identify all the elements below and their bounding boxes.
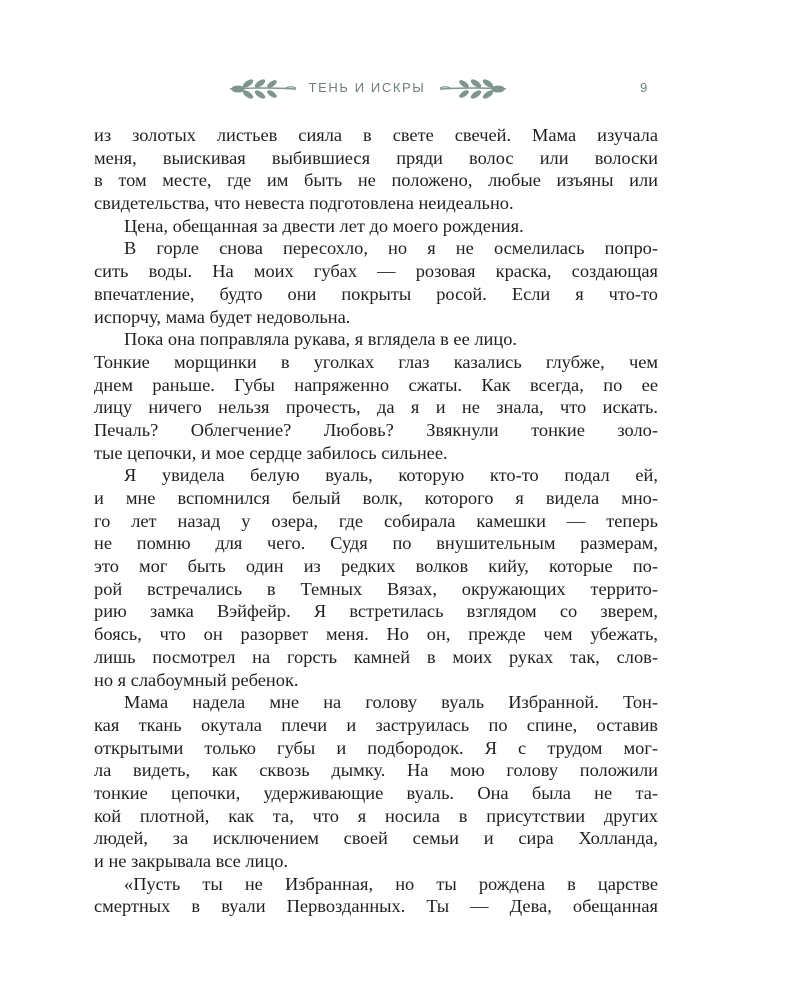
text-line: го лет назад у озера, где собирала камешки — теперь xyxy=(94,510,658,531)
text-line: днем раньше. Губы напряженно сжаты. Как всегда, по ее xyxy=(94,374,658,395)
text-line: из золотых листьев сияла в свете свечей. Мама изучала xyxy=(94,125,658,145)
text-line: испорчу, мама будет недовольна. xyxy=(94,306,351,327)
text-line: Мама надела мне на голову вуаль Избранной. Тон- xyxy=(124,692,658,713)
text-line: смертных в вуали Первозданных. Ты — Дева, обещанная xyxy=(94,896,658,917)
text-line: В горле снова пересохло, но я не осмелилась попро- xyxy=(124,238,658,259)
page-number: 9 xyxy=(640,80,648,95)
text-line: в том месте, где им быть не положено, любые изъяны или xyxy=(94,170,658,191)
body-text xyxy=(94,124,658,918)
text-line: кой плотной, как та, что я носила в присутствии других xyxy=(94,805,658,826)
text-line: «Пусть ты не Избранная, но ты рождена в царстве xyxy=(124,873,658,894)
text-line: свидетельства, что невеста подготовлена неидеально. xyxy=(94,193,514,214)
text-line: лицу ничего нельзя прочесть, да я и не знала, что искать. xyxy=(94,397,658,418)
text-line: кая ткань окутала плечи и заструилась по спине, оставив xyxy=(94,714,658,735)
text-line: Пока она поправляла рукава, я вглядела в ее лицо. xyxy=(124,329,518,350)
text-line: но я слабоумный ребенок. xyxy=(94,669,299,690)
running-head xyxy=(0,76,800,104)
text-line: впечатление, будто они покрыты росой. Если я что-то xyxy=(94,283,658,304)
text-line: тые цепочки, и мое сердце забилось сильнее. xyxy=(94,442,448,463)
text-line: рой встречались в Темных Вязах, окружающих террито- xyxy=(94,578,658,599)
text-line: и не закрывала все лицо. xyxy=(94,851,289,871)
text-line: боясь, что он разорвет меня. Но он, прежде чем убежать, xyxy=(94,624,658,645)
text-line: людей, за исключением своей семьи и сира Холланда, xyxy=(94,828,658,849)
text-line: не помню для чего. Судя по внушительным размерам, xyxy=(94,533,658,554)
text-line: меня, выискивая выбившиеся пряди волос или волоски xyxy=(94,147,658,168)
text-line: лишь посмотрел на горсть камней в моих руках так, слов- xyxy=(94,646,658,667)
book-title: ТЕНЬ И ИСКРЫ xyxy=(308,80,426,95)
text-line: это мог быть один из редких волков кийу, которые по- xyxy=(94,556,658,577)
text-line: и мне вспомнился белый волк, которого я видела мно- xyxy=(94,488,658,508)
text-line: Печаль? Облегчение? Любовь? Звякнули тонкие золо- xyxy=(94,419,658,440)
text-line: открытыми только губы и подбородок. Я с трудом мог- xyxy=(94,737,658,758)
text-line: тонкие цепочки, удерживающие вуаль. Она была не та- xyxy=(94,782,658,803)
text-line: Тонкие морщинки в уголках глаз казались глубже, чем xyxy=(94,351,658,372)
text-line: рию замка Вэйфейр. Я встретилась взглядом со зверем, xyxy=(94,601,658,622)
text-line: ла видеть, как сквозь дымку. На мою голову положили xyxy=(94,760,658,781)
text-line: Я увидела белую вуаль, которую кто-то подал ей, xyxy=(124,465,658,486)
laurel-branch-right-icon xyxy=(438,76,508,102)
text-line: сить воды. На моих губах — розовая краска, создающая xyxy=(94,261,658,282)
laurel-branch-left-icon xyxy=(228,76,298,102)
text-line: Цена, обещанная за двести лет до моего рождения. xyxy=(124,215,524,236)
